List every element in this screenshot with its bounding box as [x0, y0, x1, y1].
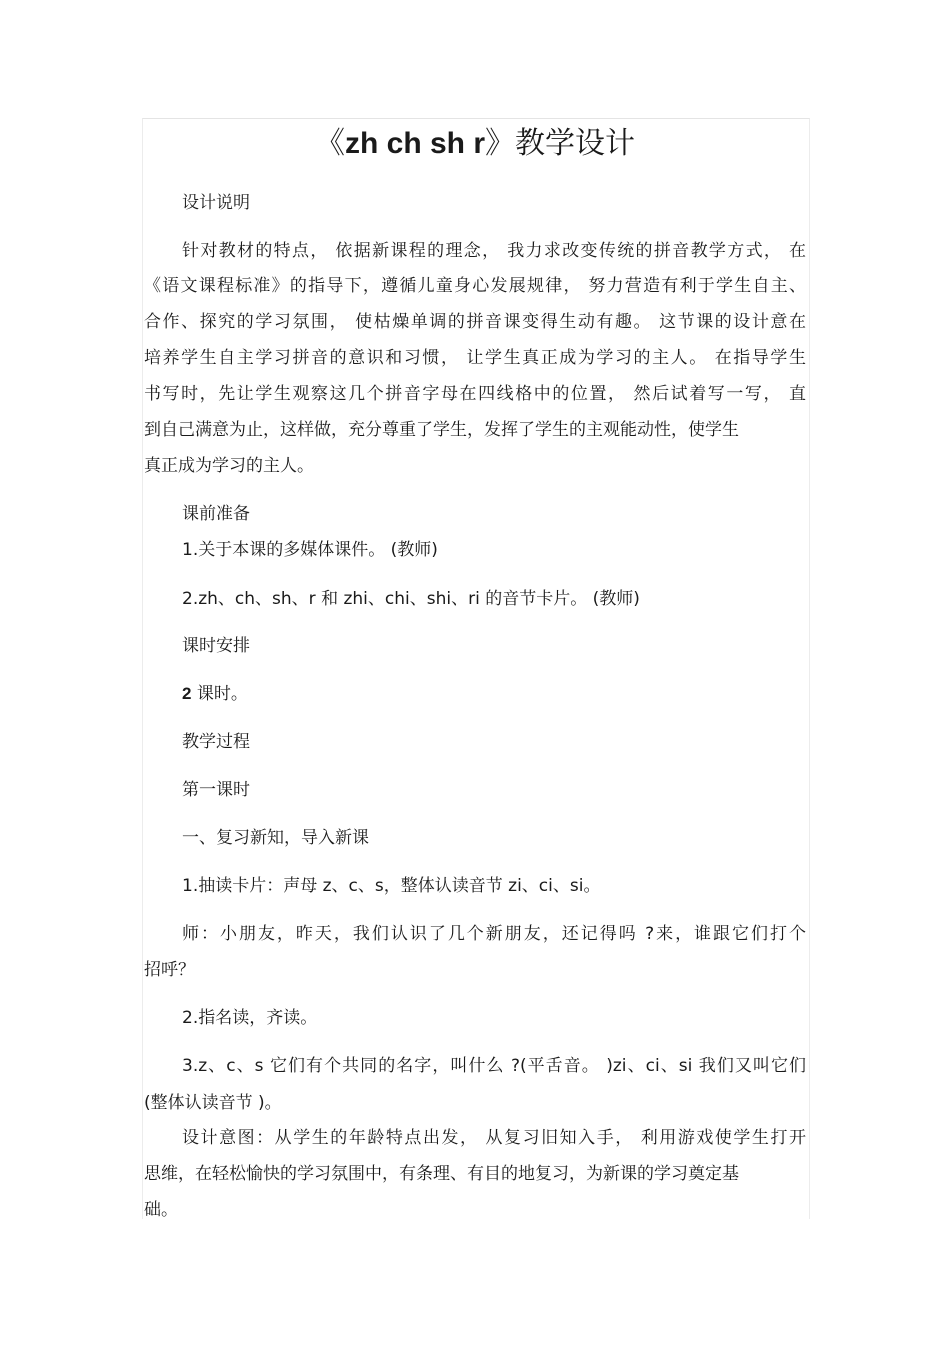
title-open-bracket: 《 — [314, 126, 345, 161]
design-intent: 础。 — [144, 1200, 178, 1220]
prep-item: 2.zh、ch、sh、r 和 zhi、chi、shi、ri 的音节卡片。 (教师) — [182, 589, 640, 609]
design-note-line: 培养学生自主学习拼音的意识和习惯， 让学生真正成为学习的主人。 在指导学生 — [144, 348, 806, 368]
design-note-line: 合作、探究的学习氛围， 使枯燥单调的拼音课变得生动有趣。 这节课的设计意在 — [144, 312, 806, 332]
design-note-line: 针对教材的特点， 依据新课程的理念， 我力求改变传统的拼音教学方式， 在 — [182, 241, 806, 261]
schedule-text — [182, 682, 248, 706]
schedule-unit: 课时。 — [191, 684, 248, 704]
design-note-line: 到自己满意为止，这样做，充分尊重了学生，发挥了学生的主观能动性，使学生 — [144, 420, 739, 440]
design-intent: 设计意图：从学生的年龄特点出发， 从复习旧知入手， 利用游戏使学生打开 — [182, 1128, 806, 1148]
design-note-line: 书写时，先让学生观察这几个拼音字母在四线格中的位置， 然后试着写一写， 直 — [144, 384, 806, 404]
step-item: 2.指名读，齐读。 — [182, 1008, 318, 1028]
design-intent: 思维，在轻松愉快的学习氛围中，有条理、有目的地复习，为新课的学习奠定基 — [144, 1164, 739, 1184]
prep-heading: 课前准备 — [182, 504, 250, 524]
design-note-heading: 设计说明 — [182, 193, 250, 213]
teacher-dialogue: 师：小朋友，昨天，我们认识了几个新朋友，还记得吗 ?来，谁跟它们打个 — [182, 924, 806, 944]
design-note-line: 真正成为学习的主人。 — [144, 456, 314, 476]
document-title — [142, 124, 808, 164]
step-item: 3.z、c、s 它们有个共同的名字，叫什么 ?(平舌音。 )zi、ci、si 我们又叫它们 — [182, 1056, 806, 1076]
schedule-number: 2 — [182, 684, 192, 703]
step-item: 1.抽读卡片：声母 z、c、s，整体认读音节 zi、ci、si。 — [182, 876, 601, 896]
design-note-line: 《语文课程标准》的指导下，遵循儿童身心发展规律， 努力营造有利于学生自主、 — [144, 276, 806, 296]
prep-item: 1.关于本课的多媒体课件。 (教师) — [182, 540, 438, 560]
step-heading: 一、复习新知，导入新课 — [182, 828, 369, 848]
teacher-dialogue: 招呼？ — [144, 960, 195, 980]
step-item: (整体认读音节 )。 — [144, 1093, 282, 1113]
title-pinyin: zh ch sh r — [344, 127, 486, 160]
title-suffix: 》教学设计 — [485, 126, 636, 161]
schedule-heading: 课时安排 — [182, 636, 250, 656]
lesson-heading: 第一课时 — [182, 780, 250, 800]
process-heading: 教学过程 — [182, 732, 250, 752]
